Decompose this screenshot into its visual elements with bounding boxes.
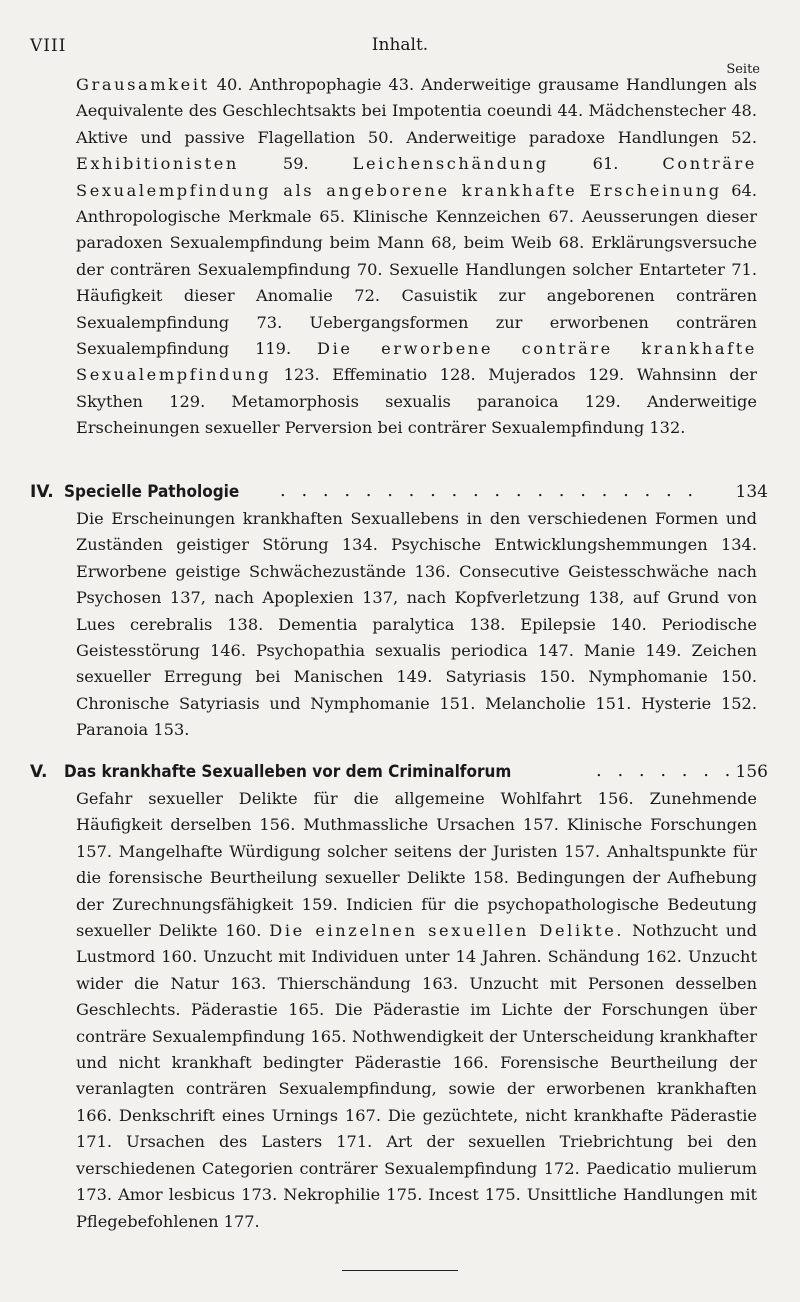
text-run: Nothzucht und Lustmord 160. Unzucht mit Individuen unter 14 Jahren. Schändung 162. Unzucht wider die Natur 163. Thierschändung 163. Unzucht mit Personen desselben Geschlechts. Päderastie 165. Die Päderastie im Lichte der Forschungen über conträre Sexualempfindung 165. Nothwendigkeit der Unterscheidung krankhafter und nicht krankhaft bedingter Päderastie 166. Forensische Beurtheilung der veranlagten conträren Sexualempfindung, sowie der erworbenen krankhaften 166. Denkschrift eines Urnings 167. Die gezüchtete, nicht krankhafte Päderastie 171. Ursachen des Lasters 171. Art der sexuellen Triebrichtung bei den verschiedenen Categorien conträrer Sexualempfindung 172. Paedicatio mulierum 173. Amor lesbicus 173. Nekrophilie 175. Incest 175. Unsittliche Handlungen mit Pflegebefohlenen 177. bbox=[76, 921, 758, 1231]
page-number: VIII bbox=[30, 36, 67, 56]
text-run: 61. bbox=[548, 154, 663, 174]
section-title: Specielle Pathologie bbox=[64, 482, 240, 502]
section-iv-text: Die Erscheinungen krankhaften Sexuallebens in den verschiedenen Formen und Zuständen geistiger Störung 134. Psychische Entwicklungshemmungen 134. Erworbene geistige Schwächezustände 136. Consecutive Geistesschwäche nach Psychosen 137, nach Apoplexien 137, nach Kopfverletzung 138, auf Grund von Lues cerebralis 138. Dementia paralytica 138. Epilepsie 140. Periodische Geistesstörung 146. Psychopathia sexualis periodica 147. Manie 149. Zeichen sexueller Erregung bei Manischen 149. Satyriasis 150. Nymphomanie 150. Chronische Satyriasis und Nymphomanie 151. Melancholie 151. Hysterie 152. Paranoia 153. bbox=[76, 509, 757, 740]
section-iv-heading bbox=[30, 480, 768, 506]
text-run: Gefahr sexueller Delikte für die allgemeine Wohlfahrt 156. Zunehmende Häufigkeit derselben 156. Muthmassliche Ursachen 157. Klinische Forschungen 157. Mangelhafte Würdigung solcher seitens der Juristen 157. Anhaltspunkte für die forensische Beurtheilung sexueller Delikte 158. Bedingungen der Aufhebung der Zurechnungsfähigkeit 159. Indicien für die psychopathologische Bedeutung sexueller Delikte 160. bbox=[76, 789, 757, 941]
running-title: Inhalt. bbox=[371, 35, 429, 55]
seite-label: Seite bbox=[726, 62, 760, 77]
spaced-term: Grausamkeit bbox=[76, 75, 210, 94]
spaced-term: Die erworbene conträre krankhafte Sexualempfindung bbox=[76, 339, 757, 385]
closing-rule bbox=[342, 1270, 458, 1271]
section-page: 156 bbox=[735, 762, 768, 782]
spaced-term: Die einzelnen sexuellen Delikte. bbox=[269, 921, 625, 941]
spaced-term: Leichenschändung bbox=[352, 154, 549, 174]
section-title: Das krankhafte Sexualleben vor dem Criminalforum bbox=[64, 762, 512, 782]
text-run: 123. Effeminatio 128. Mujerados 129. Wahnsinn der Skythen 129. Metamorphosis sexualis paranoica 129. Anderweitige Erscheinungen sexueller Perversion bei conträrer Sexualempfindung 132. bbox=[76, 365, 757, 438]
section-number: V. bbox=[30, 762, 48, 782]
section-iv-body bbox=[76, 506, 757, 744]
text-run: 64. Anthropologische Merkmale 65. Klinische Kennzeichen 67. Aeusserungen dieser paradoxen Sexualempfindung beim Mann 68, beim Weib 68. Erklärungsversuche der conträren Sexualempfindung 70. Sexuelle Handlungen solcher Entarteter 71. Häufigkeit dieser Anomalie 72. Casuistik zur angeborenen conträren Sexualempfindung 73. Uebergangsformen zur erworbenen conträren Sexualempfindung 119. bbox=[76, 180, 757, 359]
spaced-term: Exhibitionisten bbox=[76, 154, 239, 174]
section-v-heading bbox=[30, 760, 768, 786]
leader-dots: . . . . . . . bbox=[596, 760, 736, 781]
text-run: 59. bbox=[238, 154, 353, 174]
spaced-term: Conträre Sexualempfindung als angeborene krankhafte Erscheinung bbox=[76, 154, 757, 200]
section-page: 134 bbox=[735, 482, 768, 502]
section-number: IV. bbox=[30, 482, 54, 502]
leader-dots: . . . . . . . . . . . . . . . . . . . . bbox=[280, 480, 699, 501]
continuation-paragraph bbox=[76, 72, 757, 442]
text-run: 40. Anthropophagie 43. Anderweitige grausame Handlungen als Aequivalente des Geschlechtsakts bei Impotentia coeundi 44. Mädchenstecher 48. Aktive und passive Flagellation 50. Anderweitige paradoxe Handlungen 52. bbox=[76, 75, 757, 147]
section-v-body bbox=[76, 786, 757, 1235]
